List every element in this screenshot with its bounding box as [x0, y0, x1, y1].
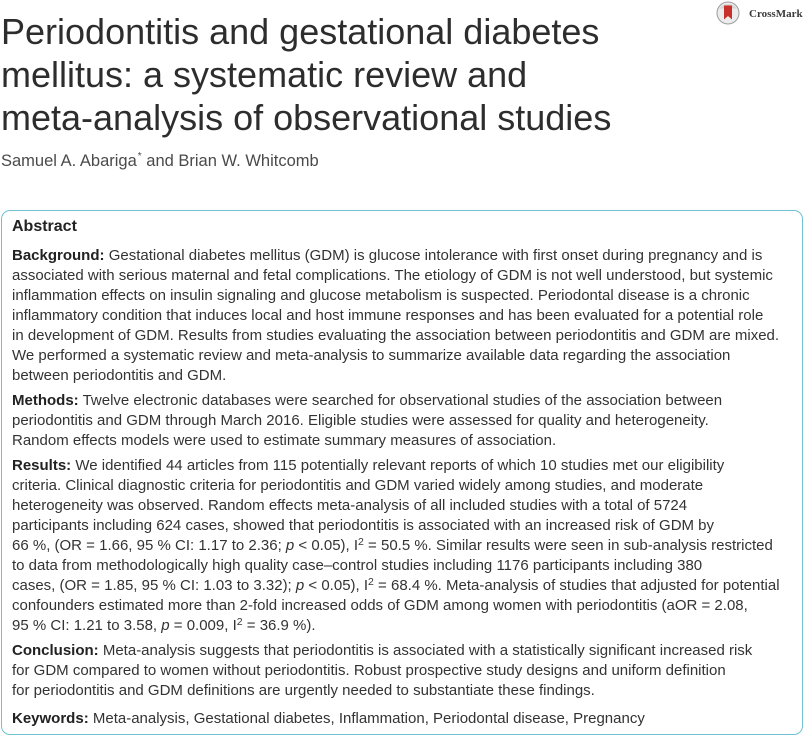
- abstract-line: [12, 366, 794, 386]
- line-text: in development of GDM. Results from studies evaluating the association between periodontitis and GDM are mixed.: [12, 327, 780, 344]
- abstract-section-methods: [12, 391, 794, 451]
- abstract-line: [12, 456, 794, 476]
- line-text: = 36.9 %).: [242, 617, 316, 634]
- line-text: inflammation effects on insulin signaling and glucose metabolism is suspected. Periodontal disease is a chronic: [12, 287, 750, 304]
- crossmark-badge[interactable]: [716, 1, 805, 26]
- line-text: for periodontitis and GDM definitions are urgently needed to substantiate these findings.: [12, 682, 595, 699]
- line-text: for GDM compared to women without periodontitis. Robust prospective study designs and uniform definition: [12, 662, 726, 679]
- line-text: = 50.5 %. Similar results were seen in sub-analysis restricted: [363, 537, 773, 554]
- abstract-line: [12, 709, 794, 729]
- line-text: 66 %, (OR = 1.66, 95 % CI: 1.17 to 2.36;: [12, 537, 286, 554]
- abstract-line: [12, 681, 794, 701]
- abstract-line: [12, 576, 794, 596]
- abstract-line: [12, 616, 794, 636]
- line-text: We performed a systematic review and meta-analysis to summarize available data regarding the association: [12, 347, 731, 364]
- section-label: Keywords:: [12, 710, 89, 727]
- line-text: heterogeneity was observed. Random effects meta-analysis of all included studies with a total of 5724: [12, 497, 688, 514]
- abstract-line: [12, 556, 794, 576]
- line-text: associated with serious maternal and fetal complications. The etiology of GDM is not well understood, but systemic: [12, 267, 773, 284]
- crossmark-label[interactable]: CrossMark: [749, 8, 803, 20]
- crossmark-icon-graphic: [716, 1, 740, 25]
- title-line: meta-analysis of observational studies: [1, 97, 612, 138]
- line-text: 95 % CI: 1.21 to 3.58,: [12, 617, 162, 634]
- corresponding-author-mark: *: [137, 151, 142, 162]
- superscript-text: 2: [358, 536, 364, 549]
- italic-text: p: [285, 537, 295, 554]
- italic-text: p: [161, 617, 170, 634]
- abstract-line: [12, 411, 794, 431]
- abstract-line: [12, 306, 794, 326]
- line-text: criteria. Clinical diagnostic criteria for periodontitis and GDM varied widely among studies, and moderate: [12, 477, 704, 494]
- line-text: cases, (OR = 1.85, 95 % CI: 1.03 to 3.32);: [12, 577, 296, 594]
- abstract-line: [12, 661, 794, 681]
- line-text: to data from methodologically high quality case–control studies including 1176 participants including 380: [12, 557, 703, 574]
- line-text: = 0.009, I: [169, 617, 237, 634]
- line-text: participants including 624 cases, showed that periodontitis is associated with an increased risk of GDM by: [12, 517, 715, 534]
- abstract-section-conclusion: [12, 641, 794, 701]
- abstract-line: [12, 596, 794, 616]
- line-text: Meta-analysis, Gestational diabetes, Inflammation, Periodontal disease, Pregnancy: [92, 710, 645, 727]
- author-name: Samuel A. Abariga: [1, 152, 137, 170]
- abstract-heading: Abstract: [12, 218, 77, 235]
- section-label: Background:: [12, 247, 105, 264]
- line-text: = 68.4 %. Meta-analysis of studies that adjusted for potential: [373, 577, 780, 594]
- abstract-sections: [12, 246, 794, 729]
- title-line: Periodontitis and gestational diabetes: [1, 11, 600, 52]
- line-text: confounders estimated more than 2-fold increased odds of GDM among women with periodontitis (aOR = 2.08,: [12, 597, 748, 614]
- section-label: Methods:: [12, 392, 79, 409]
- abstract-section-results: [12, 456, 794, 636]
- line-text: inflammatory condition that induces local and host immune responses and has been evaluated for a potential role: [12, 307, 764, 324]
- abstract-line: [12, 326, 794, 346]
- italic-text: p: [295, 577, 305, 594]
- line-text: < 0.05), I: [294, 537, 359, 554]
- abstract-line: [12, 246, 794, 266]
- article-title: [1, 10, 611, 139]
- abstract-line: [12, 346, 794, 366]
- abstract-line: [12, 266, 794, 286]
- line-text: We identified 44 articles from 115 potentially relevant reports of which 10 studies met our eligibility: [75, 457, 725, 474]
- author-name: Brian W. Whitcomb: [178, 152, 319, 170]
- section-label: Conclusion:: [12, 642, 99, 659]
- line-text: Twelve electronic databases were searched for observational studies of the association between: [82, 392, 723, 409]
- line-text: Meta-analysis suggests that periodontitis is associated with a statistically significant increased risk: [102, 642, 753, 659]
- abstract-line: [12, 476, 794, 496]
- abstract-section-keywords: [12, 709, 794, 729]
- section-label: Results:: [12, 457, 72, 474]
- abstract-line: [12, 516, 794, 536]
- line-text: periodontitis and GDM through March 2016. Eligible studies were assessed for quality and heterogeneity.: [12, 412, 709, 429]
- line-text: between periodontitis and GDM.: [12, 367, 227, 384]
- superscript-text: 2: [236, 616, 243, 629]
- superscript-text: 2: [368, 576, 374, 589]
- abstract-line: [12, 391, 794, 411]
- line-text: Gestational diabetes mellitus (GDM) is glucose intolerance with first onset during pregnancy and is: [108, 247, 763, 264]
- crossmark-icon[interactable]: [716, 1, 740, 25]
- title-line: mellitus: a systematic review and: [1, 54, 528, 95]
- abstract-line: [12, 496, 794, 516]
- abstract-line: [12, 286, 794, 306]
- author-joiner: and: [146, 152, 174, 170]
- author-list: [1, 151, 319, 174]
- abstract-line: [12, 536, 794, 556]
- abstract-box: [1, 210, 803, 735]
- abstract-line: [12, 641, 794, 661]
- abstract-line: [12, 431, 794, 451]
- line-text: Random effects models were used to estimate summary measures of association.: [12, 432, 557, 449]
- line-text: < 0.05), I: [304, 577, 369, 594]
- abstract-section-background: [12, 246, 794, 386]
